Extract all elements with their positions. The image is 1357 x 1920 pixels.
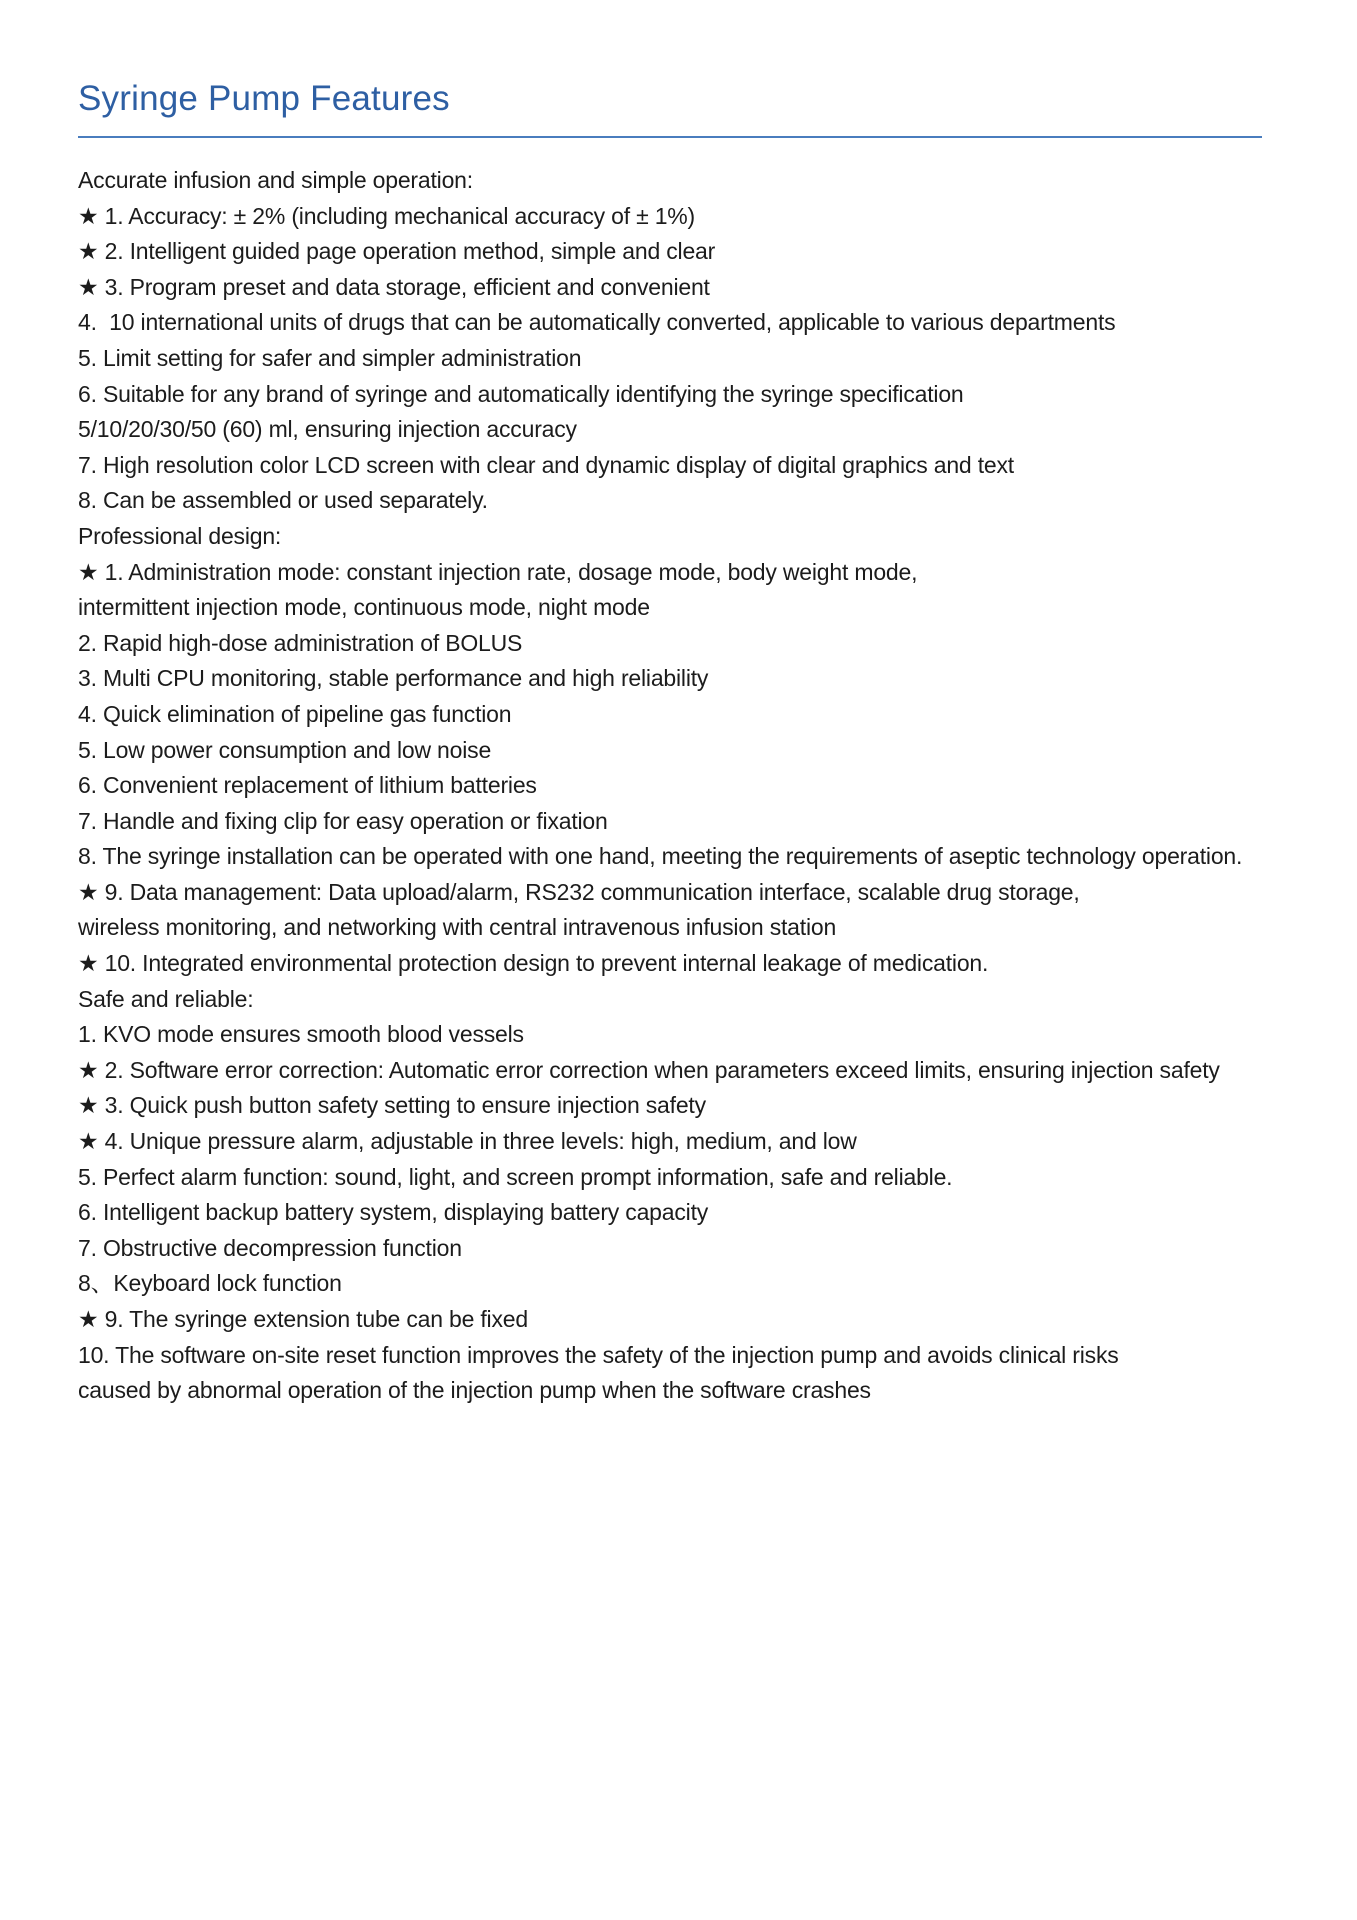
feature-line: 1. KVO mode ensures smooth blood vessels — [78, 1021, 524, 1048]
feature-line: 3. Multi CPU monitoring, stable performance and high reliability — [78, 665, 709, 692]
feature-line: 8. Can be assembled or used separately. — [78, 487, 488, 514]
feature-line: ★ 1. Administration mode: constant injection rate, dosage mode, body weight mode, — [78, 558, 918, 585]
feature-line: 6. Intelligent backup battery system, displaying battery capacity — [78, 1199, 709, 1226]
feature-line: 5. Perfect alarm function: sound, light, and screen prompt information, safe and reliable. — [78, 1163, 953, 1190]
feature-line: ★ 3. Quick push button safety setting to ensure injection safety — [78, 1092, 706, 1119]
feature-line: Professional design: — [78, 522, 282, 549]
feature-line: 4. 10 international units of drugs that can be automatically converted, applicable to various departments — [78, 309, 1116, 336]
feature-line: ★ 10. Integrated environmental protection design to prevent internal leakage of medication. — [78, 950, 989, 977]
feature-line: 7. Obstructive decompression function — [78, 1234, 462, 1261]
feature-line: 7. High resolution color LCD screen with clear and dynamic display of digital graphics and text — [78, 451, 1014, 478]
feature-line: 2. Rapid high-dose administration of BOLUS — [78, 629, 523, 656]
document-body — [78, 163, 1357, 1409]
feature-line: 6. Convenient replacement of lithium batteries — [78, 772, 537, 799]
feature-line: 5. Low power consumption and low noise — [78, 736, 492, 763]
feature-line: 7. Handle and fixing clip for easy operation or fixation — [78, 807, 608, 834]
feature-line: ★ 2. Software error correction: Automatic error correction when parameters exceed limits, ensuring injection safety — [78, 1056, 1220, 1083]
feature-line: ★ 9. Data management: Data upload/alarm, RS232 communication interface, scalable drug storage, — [78, 878, 1080, 905]
feature-line: 4. Quick elimination of pipeline gas function — [78, 700, 512, 727]
feature-line: 8. The syringe installation can be operated with one hand, meeting the requirements of aseptic technology operation. — [78, 843, 1243, 870]
feature-line: Accurate infusion and simple operation: — [78, 167, 473, 193]
title-underline-rule — [78, 136, 1262, 138]
feature-line: 10. The software on-site reset function improves the safety of the injection pump and avoids clinical risks — [78, 1341, 1119, 1368]
feature-line: 5. Limit setting for safer and simpler administration — [78, 344, 582, 371]
feature-line: 6. Suitable for any brand of syringe and automatically identifying the syringe specification — [78, 380, 964, 407]
feature-line: ★ 2. Intelligent guided page operation method, simple and clear — [78, 238, 716, 265]
feature-line: ★ 9. The syringe extension tube can be fixed — [78, 1306, 528, 1332]
feature-line: intermittent injection mode, continuous mode, night mode — [78, 594, 650, 621]
feature-line: ★ 3. Program preset and data storage, efficient and convenient — [78, 273, 710, 300]
feature-line: ★ 1. Accuracy: ± 2% (including mechanical accuracy of ± 1%) — [78, 202, 695, 229]
page-title: Syringe Pump Features — [78, 79, 450, 118]
feature-line: wireless monitoring, and networking with central intravenous infusion station — [78, 914, 837, 941]
feature-line: 5/10/20/30/50 (60) ml, ensuring injection accuracy — [78, 416, 577, 443]
feature-line: 8、Keyboard lock function — [78, 1270, 342, 1297]
feature-line: ★ 4. Unique pressure alarm, adjustable in three levels: high, medium, and low — [78, 1128, 857, 1155]
feature-line: Safe and reliable: — [78, 985, 254, 1012]
feature-line: caused by abnormal operation of the injection pump when the software crashes — [78, 1377, 871, 1404]
